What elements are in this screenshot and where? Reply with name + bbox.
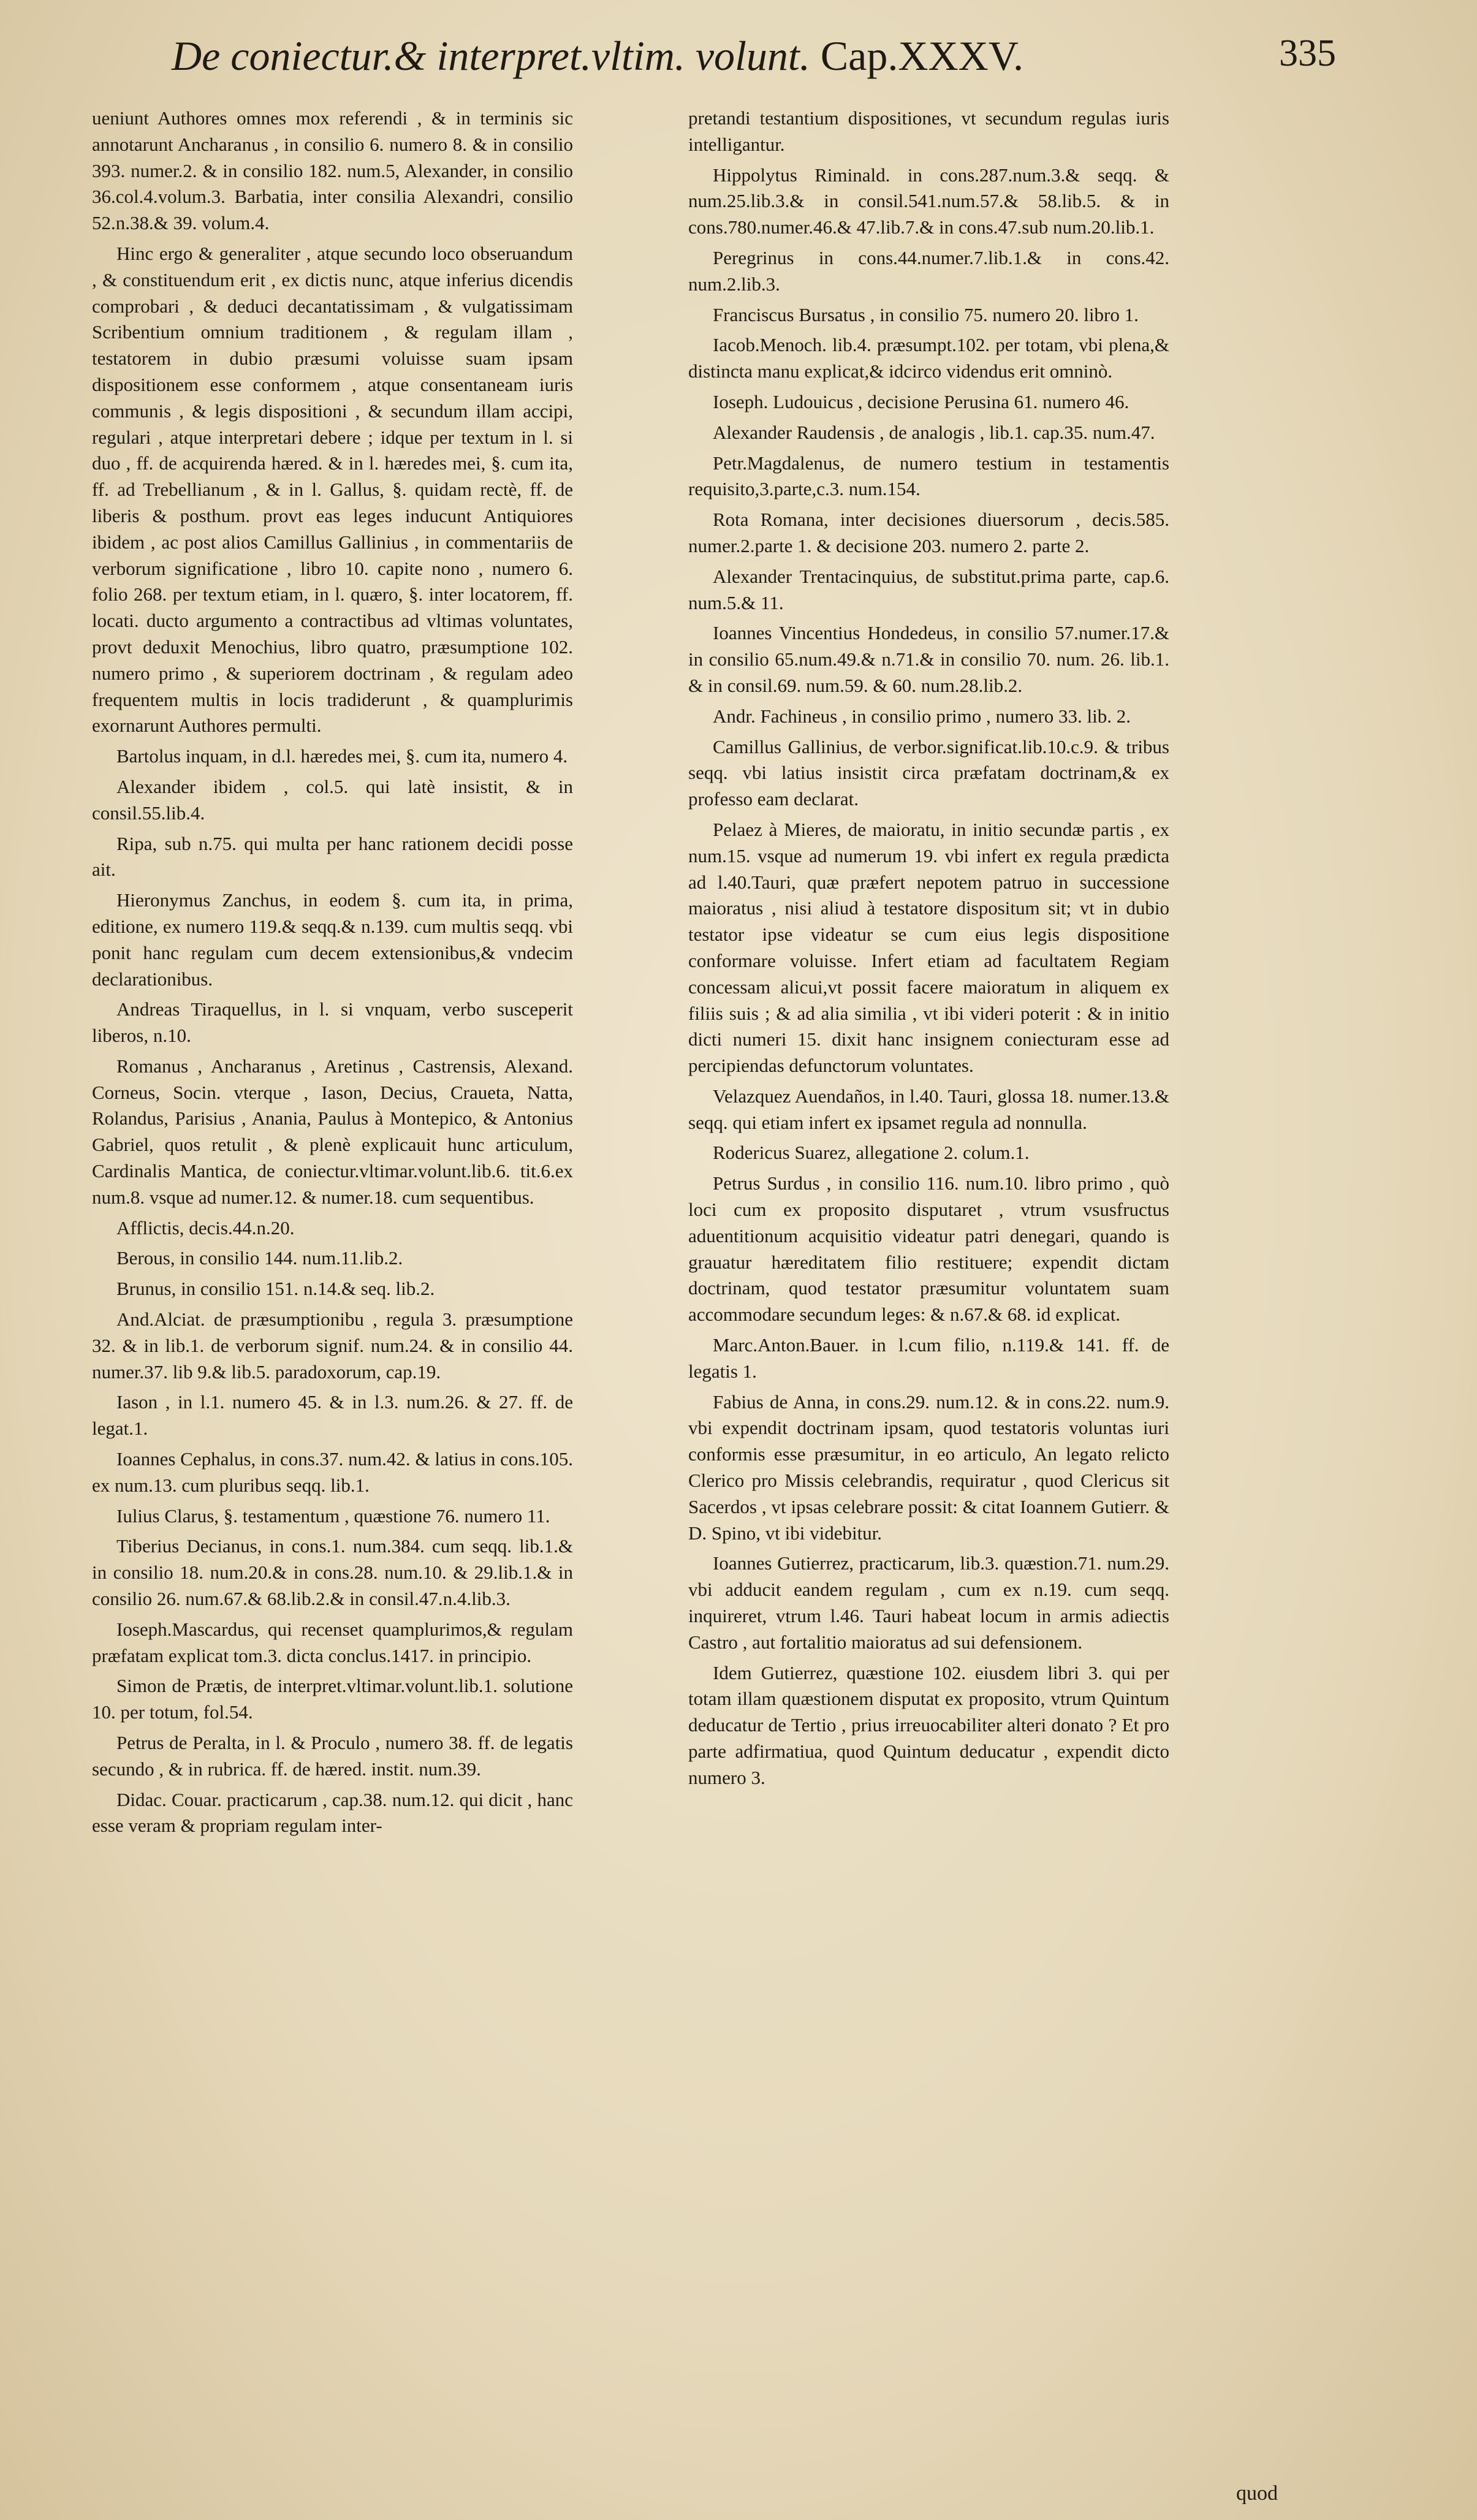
paragraph: Afflictis, decis.44.n.20.: [116, 1216, 295, 1239]
paragraph: Rota Romana, inter decisiones diuersorum , decis.585. numer.2.parte 1. & decisione 203. numero 2. parte 2.: [688, 509, 1169, 556]
paragraph: Tiberius Decianus, in cons.1. num.384. cum seqq. lib.1.& in consilio 18. num.20.& in cons.28. num.10. & 29.lib.1.& in consilio 26. num.67.& 68.lib.2.& in consil.47.n.4.lib.3.: [92, 1535, 573, 1610]
paragraph: Idem Gutierrez, quæstione 102. eiusdem libri 3. qui per totam illam quæstionem disputat ex proposito, vtrum Quintum deducatur de Tertio , prius irreuocabiliter alteri donato ? Et pro parte adfirmatiua, quod Quintum deducatur , expendit dicto numero 3.: [688, 1661, 1169, 1788]
paragraph: Marc.Anton.Bauer. in l.cum filio, n.119.& 141. ff. de legatis 1.: [688, 1334, 1169, 1382]
paragraph: Andreas Tiraquellus, in l. si vnquam, verbo susceperit liberos, n.10.: [92, 998, 573, 1047]
right-column: [688, 105, 1169, 1796]
paragraph: Hinc ergo & generaliter , atque secundo loco obseruandum , & constituendum erit , ex dictis nunc, atque inferius dicendis comprobari , & deduci decantatissimam , & vulgatissimam Scribentium omnium traditionem , & regulam illam , testatorem in dubio præsumi voluisse suam ipsam dispositionem esse conformem , atque consentaneam iuris communis , & legis dispositioni , & secundum illam accipi, regulari , atque interpretari debere ; idque per textum in l. si duo , ff. de acquirenda hæred. & in l. hæredes mei, §. cum ita, ff. ad Trebellianum , & in l. Gallus, §. quidam rectè, ff. de liberis & posthum. provt eas leges inducunt Antiquiores ibidem , ac post alios Camillus Gallinius , in commentariis de verborum significatione , libro 10. capite nono , numero 6. folio 268. per textum etiam, in l. quæro, §. inter locatorem, ff. locati. ducto argumento a contractibus ad vltimas voluntates, provt deduxit Menochius, libro quatro, præsumptione 102. numero primo , & superiorem doctrinam , & regulam adeo frequentem multis in locis tradiderunt , & quamplurimis exornarunt Authores permulti.: [92, 242, 573, 737]
paragraph: And.Alciat. de præsumptionibu , regula 3. præsumptione 32. & in lib.1. de verborum signif. num.24. & in consilio 44. numer.37. lib 9.& lib.5. paradoxorum, cap.19.: [92, 1308, 573, 1383]
paragraph: Ioannes Vincentius Hondedeus, in consilio 57.numer.17.& in consilio 65.num.49.& n.71.& in consilio 70. num. 26. lib.1. & in consil.69. num.59. & 60. num.28.lib.2.: [688, 622, 1169, 696]
paragraph: Ioannes Gutierrez, practicarum, lib.3. quæstion.71. num.29. vbi adducit eandem regulam , cum ex n.19. cum seqq. inquireret, vtrum l.46. Tauri habeat locum in armis adiectis Castro , aut fortalitio maioratus ad sui defensionem.: [688, 1552, 1169, 1653]
paragraph: Iason , in l.1. numero 45. & in l.3. num.26. & 27. ff. de legat.1.: [92, 1391, 573, 1440]
paragraph: Peregrinus in cons.44.numer.7.lib.1.& in cons.42. num.2.lib.3.: [688, 246, 1169, 295]
running-title: [172, 32, 1023, 80]
chapter-label: Cap.XXXV.: [820, 32, 1024, 79]
page-number: 335: [1279, 32, 1336, 74]
paragraph: Ripa, sub n.75. qui multa per hanc rationem decidi posse ait.: [92, 832, 573, 881]
paragraph: Berous, in consilio 144. num.11.lib.2.: [116, 1247, 403, 1269]
paragraph: Rodericus Suarez, allegatione 2. colum.1.: [713, 1142, 1030, 1164]
paragraph: ueniunt Authores omnes mox referendi , & in terminis sic annotarunt Ancharanus , in consilio 6. numero 8. & in consilio 393. numer.2. & in consilio 182. num.5, Alexander, in consilio 36.col.4.volum.3. Barbatia, inter consilia Alexandri, consilio 52.n.38.& 39. volum.4.: [92, 107, 573, 234]
paragraph: Didac. Couar. practicarum , cap.38. num.12. qui dicit , hanc esse veram & propriam regulam inter-: [92, 1788, 573, 1837]
paragraph: Ioseph.Mascardus, qui recenset quamplurimos,& regulam præfatam explicat tom.3. dicta conclus.1417. in principio.: [92, 1618, 573, 1666]
paragraph: pretandi testantium dispositiones, vt secundum regulas iuris intelligantur.: [688, 107, 1169, 155]
paragraph: Bartolus inquam, in d.l. hæredes mei, §. cum ita, numero 4.: [116, 745, 568, 767]
paragraph: Ioseph. Ludouicus , decisione Perusina 61. numero 46.: [713, 390, 1130, 412]
running-title-text: De coniectur.& interpret.vltim. volunt.: [172, 32, 810, 79]
paragraph: Franciscus Bursatus , in consilio 75. numero 20. libro 1.: [713, 303, 1139, 325]
paragraph: Simon de Prætis, de interpret.vltimar.volunt.lib.1. solutione 10. per totum, fol.54.: [92, 1675, 573, 1723]
paragraph: Iulius Clarus, §. testamentum , quæstione 76. numero 11.: [116, 1505, 550, 1527]
paragraph: Velazquez Auendaños, in l.40. Tauri, glossa 18. numer.13.& seqq. qui etiam infert ex ipsamet regula ad nonnulla.: [688, 1085, 1169, 1133]
paragraph: Petrus de Peralta, in l. & Proculo , numero 38. ff. de legatis secundo , & in rubrica. ff. de hæred. instit. num.39.: [92, 1732, 573, 1780]
paragraph: Hippolytus Riminald. in cons.287.num.3.& seqq. & num.25.lib.3.& in consil.541.num.57.& 58.lib.5. & in cons.780.numer.46.& 47.lib.7.& in cons.47.sub num.20.lib.1.: [688, 164, 1169, 238]
paragraph: Romanus , Ancharanus , Aretinus , Castrensis, Alexand. Corneus, Socin. vterque , Iason, Decius, Craueta, Natta, Rolandus, Parisius , Anania, Paulus à Montepico, & Antonius Gabriel, quos retulit , & plenè explicauit hunc articulum, Cardinalis Mantica, de coniectur.vltimar.volunt.lib.6. tit.6.ex num.8. vsque ad numer.12. & numer.18. cum sequentibus.: [92, 1055, 573, 1208]
paragraph: Petrus Surdus , in consilio 116. num.10. libro primo , quò loci cum ex proposito disputaret , vtrum vsusfructus aduentitionum acquisitio videatur patri denegari, quando is grauatur hæreditatem filio restituere; expendit dictam doctrinam, quod testator præsumitur voluntatem suam accommodare secundum leges: & n.67.& 68. id explicat.: [688, 1172, 1169, 1326]
paragraph: Pelaez à Mieres, de maioratu, in initio secundæ partis , ex num.15. vsque ad numerum 19. vbi infert ex regula prædicta ad l.40.Tauri, quæ præfert nepotem patruo in successione maioratus , nisi aliud à testatore dispositum sit; vt in dubio testator ipse videatur se cum eius legis dispositione conformare voluisse. Infert etiam ad facultatem Regiam concessam alicui,vt possit facere maioratum in aliquem ex filiis suis ; & ad alia similia , vt ibi videri poterit : & in initio dicti numeri 15. dixit hanc insignem coniecturam esse ad percipiendas defunctorum voluntates.: [688, 818, 1169, 1077]
paragraph: Camillus Gallinius, de verbor.significat.lib.10.c.9. & tribus seqq. vbi latius insistit circa præfatam doctrinam,& ex professo eam declarat.: [688, 735, 1169, 810]
paragraph: Alexander Raudensis , de analogis , lib.1. cap.35. num.47.: [713, 421, 1155, 443]
catchword: quod: [1236, 2482, 1278, 2505]
paragraph: Brunus, in consilio 151. n.14.& seq. lib.2.: [116, 1278, 435, 1300]
paragraph: Hieronymus Zanchus, in eodem §. cum ita, in prima, editione, ex numero 119.& seqq.& n.139. cum multis seqq. vbi ponit hanc regulam cum decem extensionibus,& vndecim declarationibus.: [92, 889, 573, 990]
paragraph: Ioannes Cephalus, in cons.37. num.42. & latius in cons.105. ex num.13. cum pluribus seqq. lib.1.: [92, 1448, 573, 1496]
paragraph: Alexander ibidem , col.5. qui latè insistit, & in consil.55.lib.4.: [92, 775, 573, 824]
paragraph: Alexander Trentacinquius, de substitut.prima parte, cap.6. num.5.& 11.: [688, 565, 1169, 613]
left-column: [92, 105, 573, 1843]
paragraph: Petr.Magdalenus, de numero testium in testamentis requisito,3.parte,c.3. num.154.: [688, 452, 1169, 500]
paragraph: Iacob.Menoch. lib.4. præsumpt.102. per totam, vbi plena,& distincta manu explicat,& idcirco videndus erit omninò.: [688, 334, 1169, 382]
paragraph: Andr. Fachineus , in consilio primo , numero 33. lib. 2.: [713, 705, 1131, 727]
paragraph: Fabius de Anna, in cons.29. num.12. & in cons.22. num.9. vbi expendit doctrinam ipsam, quod testatoris voluntas iuri conformis esse præsumitur, in eo articulo, An legato relicto Clerico pro Missis celebrandis, requiratur , quod Clericus sit Sacerdos , vt ipsas celebrare possit: & citat Ioannem Gutierr. & D. Spino, vt ibi videbitur.: [688, 1391, 1169, 1544]
running-head: [172, 32, 1336, 87]
